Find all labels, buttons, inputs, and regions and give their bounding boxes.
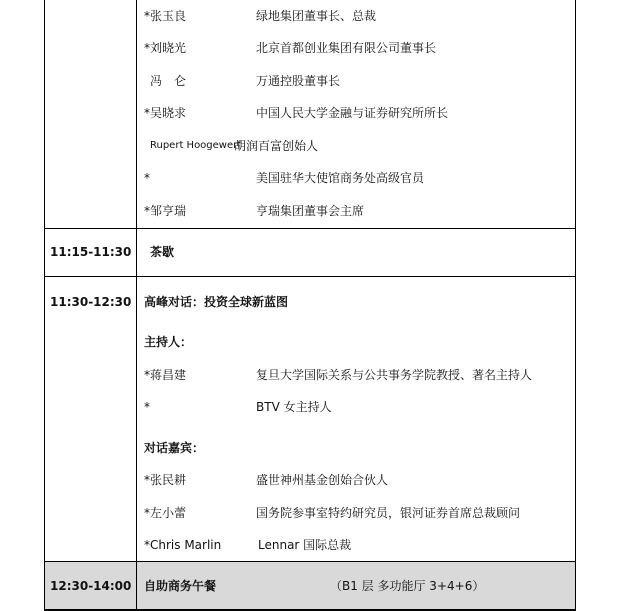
column-divider <box>136 0 137 611</box>
speaker-title: 北京首都创业集团有限公司董事长 <box>256 41 437 55</box>
speaker-name: *刘晓光 <box>144 41 187 55</box>
host-name: * <box>144 400 150 414</box>
guest-name: *张民耕 <box>144 473 187 487</box>
lunch-time: 12:30-14:00 <box>50 579 132 593</box>
host-heading: 主持人： <box>144 335 193 349</box>
table-border-left <box>44 0 45 611</box>
speaker-title: 美国驻华大使馆商务处高级官员 <box>256 171 425 185</box>
agenda-table <box>44 0 576 611</box>
host-title: BTV 女主持人 <box>256 400 332 414</box>
speaker-name: * <box>144 171 150 185</box>
speaker-name: *邹亨瑞 <box>144 204 187 218</box>
guest-title: Lennar 国际总裁 <box>258 538 352 552</box>
row-divider <box>44 276 576 277</box>
guest-title: 国务院参事室特约研究员，银河证券首席总裁顾问 <box>256 506 521 520</box>
host-title: 复旦大学国际关系与公共事务学院教授、著名主持人 <box>256 368 533 382</box>
guest-title: 盛世神州基金创始合伙人 <box>256 473 389 487</box>
guest-name: *Chris Marlin <box>144 538 222 552</box>
summit-title: 高峰对话：投资全球新蓝图 <box>144 295 289 309</box>
row-divider <box>44 228 576 229</box>
speaker-name: Rupert Hoogewerf <box>150 140 241 151</box>
speaker-name: 冯 仑 <box>150 74 187 88</box>
tea-title: 茶歇 <box>150 245 175 259</box>
guest-heading: 对话嘉宾： <box>144 441 205 455</box>
table-border-right <box>575 0 576 611</box>
speaker-title: 中国人民大学金融与证券研究所所长 <box>256 106 449 120</box>
lunch-title: 自助商务午餐 <box>144 579 217 593</box>
speaker-name: *吴晓求 <box>144 106 187 120</box>
tea-time: 11:15-11:30 <box>50 245 132 259</box>
speaker-title: 亨瑞集团董事会主席 <box>256 204 365 218</box>
speaker-name: *张玉良 <box>144 9 187 23</box>
lunch-location: （B1 层 多功能厅 3+4+6） <box>330 579 485 593</box>
speaker-title: 胡润百富创始人 <box>234 139 319 153</box>
summit-time: 11:30-12:30 <box>50 295 132 309</box>
speaker-title: 万通控股董事长 <box>256 74 341 88</box>
speaker-title: 绿地集团董事长、总裁 <box>256 9 377 23</box>
row-divider <box>44 561 576 562</box>
guest-name: *左小蕾 <box>144 506 187 520</box>
host-name: *蒋昌建 <box>144 368 187 382</box>
